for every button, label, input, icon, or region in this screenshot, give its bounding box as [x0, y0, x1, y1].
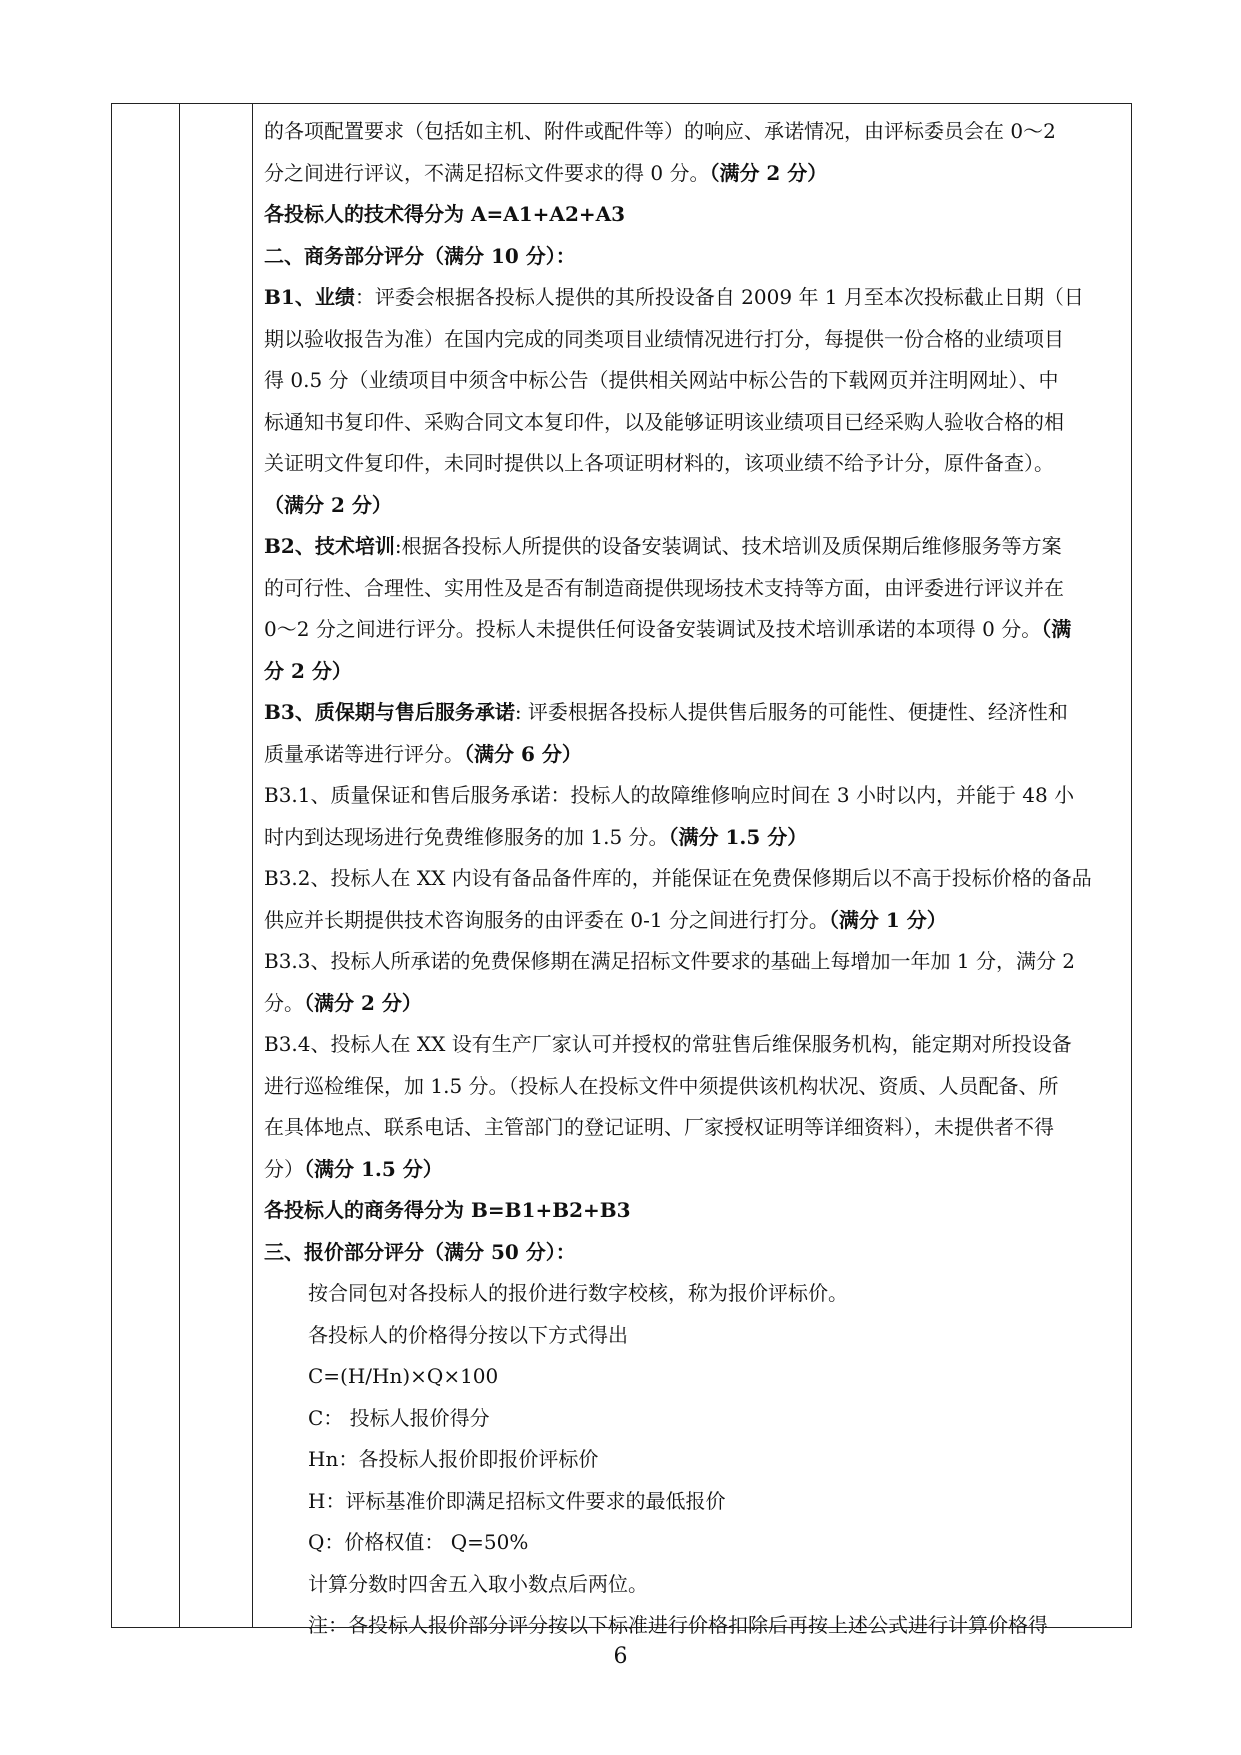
column-divider: [179, 104, 180, 1627]
bold-text: 二、商务部分评分（满分 10 分）：: [264, 243, 576, 268]
text-line: [264, 402, 1122, 444]
text-line: [264, 941, 1122, 983]
text-segment: 标通知书复印件、采购合同文本复印件，以及能够证明该业绩项目已经采购人验收合格的相: [264, 409, 1064, 434]
text-segment: 各投标人的价格得分按以下方式得出: [308, 1322, 628, 1347]
text-line: [264, 1232, 1122, 1274]
text-line: [264, 236, 1122, 278]
text-line: [264, 775, 1122, 817]
text-segment: : 评委根据各投标人提供售后服务的可能性、便捷性、经济性和: [514, 700, 1068, 724]
bold-text: （满分 2 分）: [709, 160, 828, 185]
bold-text: 各投标人的商务得分为 B=B1+B2+B3: [264, 1198, 631, 1222]
text-segment: Hn：各投标人报价即报价评标价: [308, 1447, 599, 1471]
bold-text: （满分 2 分）: [304, 990, 422, 1015]
text-line: [264, 1439, 1122, 1481]
text-segment: B3.3、投标人所承诺的免费保修期在满足招标文件要求的基础上每增加一年加 1 分，满分 2: [264, 949, 1076, 973]
text-segment: B3.2、投标人在 XX 内设有备品备件库的，并能保证在免费保修期后以不高于投标价格的备品: [264, 866, 1092, 890]
text-segment: C=(H/Hn)×Q×100: [308, 1364, 499, 1388]
bold-text: （满分 1.5 分）: [304, 1156, 443, 1181]
text-segment: ：评委会根据各投标人提供的其所投设备自 2009 年 1 月至本次投标截止日期（日: [354, 285, 1084, 309]
text-line: [264, 568, 1122, 610]
text-line: [264, 1356, 1122, 1398]
text-segment: B3.1、质量保证和售后服务承诺：投标人的故障维修响应时间在 3 小时以内，并能于 48 小: [264, 783, 1075, 807]
text-line: [264, 651, 1122, 693]
text-line: [264, 1564, 1122, 1606]
text-segment: 0～2 分之间进行评分。投标人未提供任何设备安装调试及技术培训承诺的本项得 0 分。: [264, 617, 1042, 641]
text-line: [264, 817, 1122, 859]
text-line: [264, 609, 1122, 651]
bold-text: （满分 6 分）: [464, 741, 582, 766]
text-line: [264, 1066, 1122, 1108]
text-line: [264, 319, 1122, 361]
bold-text: 三、报价部分评分（满分 50 分）：: [264, 1239, 576, 1264]
bold-text: （满分 2 分）: [264, 492, 392, 517]
text-segment: 时内到达现场进行免费维修服务的加 1.5 分。: [264, 824, 669, 849]
text-line: [264, 1273, 1122, 1315]
text-line: [264, 194, 1122, 236]
text-segment: 分之间进行评议，不满足招标文件要求的得 0 分。: [264, 160, 710, 185]
text-segment: :根据各投标人所提供的设备安装调试、技术培训及质保期后维修服务等方案: [394, 534, 1062, 558]
bold-text: B3、质保期与售后服务承诺: [264, 700, 515, 724]
text-segment: 分。: [264, 990, 304, 1015]
text-segment: B3.4、投标人在 XX 设有生产厂家认可并授权的常驻售后维保服务机构，能定期对所投设备: [264, 1032, 1072, 1056]
text-segment: H：评标基准价即满足招标文件要求的最低报价: [308, 1488, 726, 1513]
column-divider: [252, 104, 253, 1627]
text-segment: 注：各投标人报价部分评分按以下标准进行价格扣除后再按上述公式进行计算价格得: [308, 1613, 1048, 1637]
text-segment: C： 投标人报价得分: [308, 1405, 490, 1430]
bold-text: B2、技术培训: [264, 534, 395, 558]
text-segment: 关证明文件复印件，未同时提供以上各项证明材料的，该项业绩不给予计分，原件备查）。: [264, 451, 1054, 475]
text-line: [264, 1522, 1122, 1564]
text-line: [264, 277, 1122, 319]
page-number: 6: [613, 1644, 628, 1669]
text-segment: 的可行性、合理性、实用性及是否有制造商提供现场技术支持等方面，由评委进行评议并在: [264, 575, 1064, 600]
text-segment: 质量承诺等进行评分。: [264, 741, 464, 766]
text-line: [264, 900, 1122, 942]
text-segment: 计算分数时四舍五入取小数点后两位。: [308, 1571, 648, 1596]
text-line: [264, 1315, 1122, 1357]
bold-text: 各投标人的技术得分为 A=A1+A2+A3: [264, 202, 626, 226]
text-line: [264, 692, 1122, 734]
text-segment: 供应并长期提供技术咨询服务的由评委在 0-1 分之间进行打分。: [264, 907, 829, 932]
bold-text: 分 2 分）: [264, 658, 352, 683]
text-line: [264, 360, 1122, 402]
text-line: [264, 443, 1122, 485]
text-line: [264, 485, 1122, 527]
text-line: [264, 1024, 1122, 1066]
bold-text: B1、业绩: [264, 285, 355, 309]
text-segment: 的各项配置要求（包括如主机、附件或配件等）的响应、承诺情况，由评标委员会在 0～2: [264, 119, 1056, 143]
text-line: [264, 1107, 1122, 1149]
text-line: [264, 734, 1122, 776]
text-segment: 进行巡检维保，加 1.5 分。（投标人在投标文件中须提供该机构状况、资质、人员配备、所: [264, 1073, 1059, 1098]
text-segment: 分）: [264, 1156, 304, 1181]
text-line: [264, 153, 1122, 195]
text-line: [264, 983, 1122, 1025]
text-line: [264, 1190, 1122, 1232]
bold-text: （满: [1041, 617, 1072, 641]
text-line: [264, 111, 1122, 153]
text-segment: 在具体地点、联系电话、主管部门的登记证明、厂家授权证明等详细资料），未提供者不得: [264, 1115, 1054, 1139]
bold-text: （满分 1 分）: [828, 907, 947, 932]
text-segment: 期以验收报告为准）在国内完成的同类项目业绩情况进行打分，每提供一份合格的业绩项目: [264, 326, 1064, 351]
text-line: [264, 1398, 1122, 1440]
bold-text: （满分 1.5 分）: [668, 824, 808, 849]
text-segment: Q：价格权值： Q=50%: [308, 1530, 529, 1554]
text-segment: 按合同包对各投标人的报价进行数字校核，称为报价评标价。: [308, 1281, 848, 1305]
text-line: [264, 526, 1122, 568]
scoring-criteria-cell: [264, 111, 1122, 1647]
text-line: [264, 1605, 1122, 1647]
text-line: [264, 1481, 1122, 1523]
text-line: [264, 1149, 1122, 1191]
text-line: [264, 858, 1122, 900]
scoring-table: [111, 103, 1132, 1637]
text-segment: 得 0.5 分（业绩项目中须含中标公告（提供相关网站中标公告的下载网页并注明网址）、中: [264, 368, 1059, 392]
